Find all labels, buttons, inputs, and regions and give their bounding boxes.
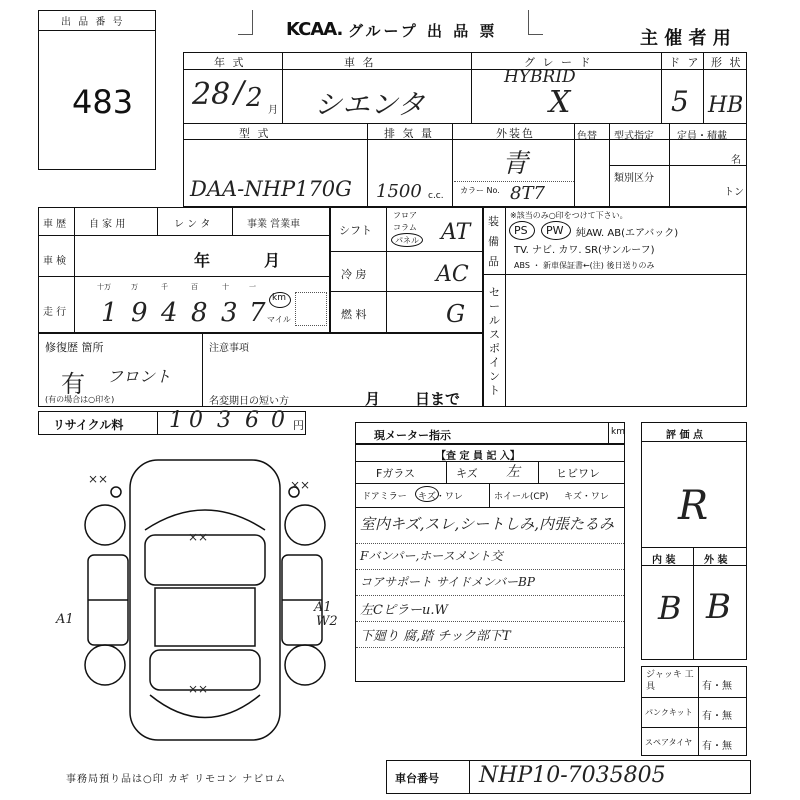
- chassis-number-box: [386, 760, 751, 794]
- wheel-front-left: [85, 505, 125, 545]
- equipment-ps-circle: [509, 221, 535, 240]
- repair-remarks-table: [38, 333, 483, 407]
- jack-label: ジャッキ 工 具: [646, 670, 694, 692]
- door-label: ド ア: [669, 56, 701, 69]
- digit-label-2: 千: [161, 283, 168, 291]
- column-label: コラム: [393, 223, 417, 232]
- name-change-month: 月: [365, 390, 381, 408]
- repair-note: (有の場合は○印を): [45, 395, 115, 404]
- month-mark: 月: [268, 105, 278, 116]
- car-body-outline: [130, 460, 280, 740]
- mileage-digit-3: 8: [191, 298, 208, 328]
- spare-tire-yes-no: 有・無: [702, 741, 732, 752]
- meter-instruction-label: 現メーター指示: [374, 429, 451, 442]
- digit-label-1: 万: [131, 283, 138, 291]
- rating-value: R: [678, 483, 709, 529]
- color-change-label: 色替: [577, 131, 597, 142]
- door-mirror-label: ドアミラー: [362, 492, 407, 502]
- mileage-digit-1: 9: [131, 298, 148, 328]
- repair-location: フロント: [107, 367, 172, 386]
- car-name-label: 車 名: [344, 56, 376, 69]
- inspection-label: 車 検: [43, 256, 67, 267]
- wheel-label: ホイール(CP): [494, 492, 549, 502]
- mirror-options: キズ・ワレ: [418, 492, 463, 502]
- brand-logo: [286, 19, 342, 40]
- exterior-color-value: 青: [502, 149, 529, 179]
- shift-value: AT: [441, 220, 471, 245]
- diagram-mark-4: A1: [56, 612, 74, 627]
- corner-mark-left: [238, 10, 253, 35]
- meter-km-unit: km: [611, 427, 625, 437]
- model-label: 型 式: [239, 127, 271, 140]
- office-items: 事務局預り品は○印 カギ リモコン ナビロム: [66, 774, 287, 785]
- diagram-mark-6: W2: [316, 614, 338, 629]
- year-value: 28: [192, 77, 231, 112]
- equipment-label: 装備品: [488, 215, 499, 268]
- doors-value: 5: [671, 85, 689, 118]
- wheel-options: キズ・ワレ: [564, 492, 609, 502]
- lot-number-label: 出 品 番 号: [61, 17, 125, 28]
- aircon-label: 冷 房: [341, 268, 367, 281]
- recycle-digit-4: 0: [271, 408, 285, 433]
- equipment-line3: ABS ・ 新車保証書←(注) 後日送りのみ: [514, 261, 655, 270]
- equipment-line1: 純AW. AB(エアバック): [576, 228, 679, 239]
- puncture-kit-label: パンクキット: [645, 708, 693, 717]
- interior-label: 内 装: [652, 555, 676, 566]
- name-change-day: 日まで: [415, 390, 461, 408]
- reg-type-label: 車 歴: [43, 219, 67, 230]
- scratch-label: キズ: [456, 467, 478, 480]
- chassis-number-label: 車台番号: [395, 772, 439, 785]
- diagram-mark-5: A1: [314, 600, 332, 615]
- cc-unit: c.c.: [428, 191, 444, 201]
- spare-tire-label: スペアタイヤ: [645, 738, 693, 747]
- shift-label: シフト: [339, 224, 372, 237]
- recycle-digit-1: 0: [189, 408, 203, 433]
- body-type-label: 形 状: [711, 56, 743, 69]
- inspector-notes-label: 【査 定 員 記 入】: [436, 451, 520, 462]
- host-label: 主 催 者 用: [640, 28, 731, 49]
- chassis-number: NHP10-7035805: [479, 763, 666, 788]
- color-no-label: カラー No.: [460, 186, 500, 195]
- brand-text: KCAA: [286, 19, 337, 40]
- f-glass-label: Fガラス: [376, 467, 415, 480]
- km-unit: km: [272, 293, 286, 303]
- digit-label-4: 十: [222, 283, 229, 291]
- brand-dot: .: [336, 19, 343, 40]
- roof: [155, 588, 255, 646]
- form-title: グループ 出 品 票: [348, 22, 498, 40]
- equipment-pw: PW: [546, 224, 564, 237]
- mileage-label: 走 行: [43, 307, 67, 318]
- recycle-table: [38, 408, 306, 435]
- drivetrain-table: [330, 207, 483, 333]
- displacement-label: 排 気 量: [384, 127, 434, 140]
- repair-history-label: 修復歴 箇所: [45, 341, 104, 354]
- rating-table: [641, 422, 747, 660]
- paddle-circle: [391, 233, 423, 247]
- note-line-2: コアサポート サイドメンバーBP: [360, 575, 535, 589]
- private-use-label: 自 家 用: [89, 219, 126, 230]
- business-use-label: 事業 営業車: [247, 219, 301, 230]
- mileage-digit-5: 7: [249, 298, 266, 328]
- name-change-label: 名変期日の短い方: [209, 396, 289, 407]
- interior-rating: B: [658, 589, 682, 627]
- grade-line1: HYBRID: [504, 67, 576, 87]
- rental-label: レ ン タ: [174, 219, 211, 230]
- car-name-value: シエンタ: [314, 88, 425, 121]
- mileage-digit-2: 4: [161, 298, 178, 328]
- crack-label: ヒビワレ: [556, 467, 600, 480]
- digit-label-0: 十万: [97, 283, 111, 291]
- year-slash: /: [234, 75, 245, 110]
- diagram-mark-0: ××: [88, 472, 109, 486]
- month-value: 2: [246, 83, 263, 113]
- recycle-label: リサイクル料: [53, 418, 124, 432]
- car-damage-diagram: [70, 450, 340, 750]
- mirror-scratch-circle: [415, 486, 439, 502]
- diagram-mark-1: ××: [290, 478, 311, 492]
- color-no-value: 8T7: [510, 183, 545, 204]
- recycle-digit-3: 6: [245, 408, 259, 433]
- mirror-left: [111, 487, 121, 497]
- note-line-0: 室内キズ,スレ,シートしみ,内張たるみ: [360, 515, 615, 533]
- rating-label: 評 価 点: [666, 430, 703, 441]
- diagram-mark-2: ××: [188, 530, 209, 544]
- trunk: [150, 695, 260, 718]
- hood: [145, 510, 265, 530]
- jack-yes-no: 有・無: [702, 681, 732, 692]
- history-table: [38, 207, 330, 333]
- wheel-front-right: [285, 505, 325, 545]
- lot-number-box: [38, 10, 156, 170]
- diagram-mark-3: ××: [188, 682, 209, 696]
- lot-number: 483: [72, 83, 134, 121]
- paddle-label: パネル: [395, 236, 419, 245]
- inspection-month-unit: 月: [264, 251, 281, 270]
- model-designation-label: 型式指定: [614, 131, 654, 142]
- equipment-note: ※該当のみ○印をつけて下さい。: [510, 211, 628, 220]
- equipment-ps: PS: [514, 224, 528, 237]
- aircon-value: AC: [436, 262, 469, 287]
- note-line-3: 左Cピラーu.W: [360, 603, 448, 618]
- year-label: 年 式: [214, 56, 246, 69]
- ton-unit: トン: [724, 187, 744, 198]
- sales-point-label: セールスポイント: [489, 286, 500, 397]
- meter-table: [355, 422, 625, 444]
- equipment-table: [483, 207, 747, 407]
- fuel-value: G: [446, 300, 466, 328]
- persons-unit: 名: [731, 155, 741, 166]
- model-value: DAA-NHP170G: [190, 177, 352, 201]
- exterior-rating: B: [706, 587, 731, 627]
- mile-unit: マイル: [267, 315, 291, 324]
- equipment-line2: TV. ナビ. カワ. SR(サンルーフ): [514, 245, 655, 256]
- inspection-year-unit: 年: [194, 251, 211, 270]
- digit-label-5: 一: [249, 283, 256, 291]
- puncture-kit-yes-no: 有・無: [702, 711, 732, 722]
- wheel-rear-left: [85, 645, 125, 685]
- displacement-value: 1500: [376, 181, 422, 202]
- grade-label: グ レ ー ド: [524, 56, 593, 69]
- grade-line2: X: [549, 85, 571, 120]
- remarks-label: 注意事項: [209, 343, 249, 354]
- mileage-digit-0: 1: [101, 298, 118, 328]
- digit-label-3: 百: [191, 283, 198, 291]
- accessories-table: [641, 666, 747, 756]
- exterior-label: 外 装: [704, 555, 728, 566]
- recycle-digit-0: 1: [169, 408, 183, 433]
- recycle-digit-2: 3: [217, 408, 231, 433]
- repair-value: 有: [61, 370, 85, 398]
- mileage-digit-4: 3: [221, 298, 238, 328]
- floor-label: フロア: [393, 211, 417, 220]
- note-line-4: 下廻り 腐,踏 チック部下T: [360, 629, 511, 644]
- corner-mark-right: [528, 10, 543, 35]
- capacity-label: 定員・積載: [677, 131, 727, 142]
- exterior-color-label: 外装色: [496, 127, 535, 140]
- classification-label: 類別区分: [614, 173, 654, 184]
- inspector-notes-table: [355, 444, 625, 682]
- equipment-pw-circle: [541, 221, 571, 240]
- note-line-1: Fバンパー,ホースメント交: [360, 549, 503, 563]
- f-glass-mark: 左: [506, 464, 520, 480]
- vehicle-info-table: [183, 52, 747, 207]
- fuel-label: 燃 料: [341, 308, 367, 321]
- mileage-dotted-box: [295, 292, 327, 326]
- body-type-value: HB: [708, 93, 744, 118]
- recycle-yen: 円: [293, 419, 304, 432]
- wheel-rear-right: [285, 645, 325, 685]
